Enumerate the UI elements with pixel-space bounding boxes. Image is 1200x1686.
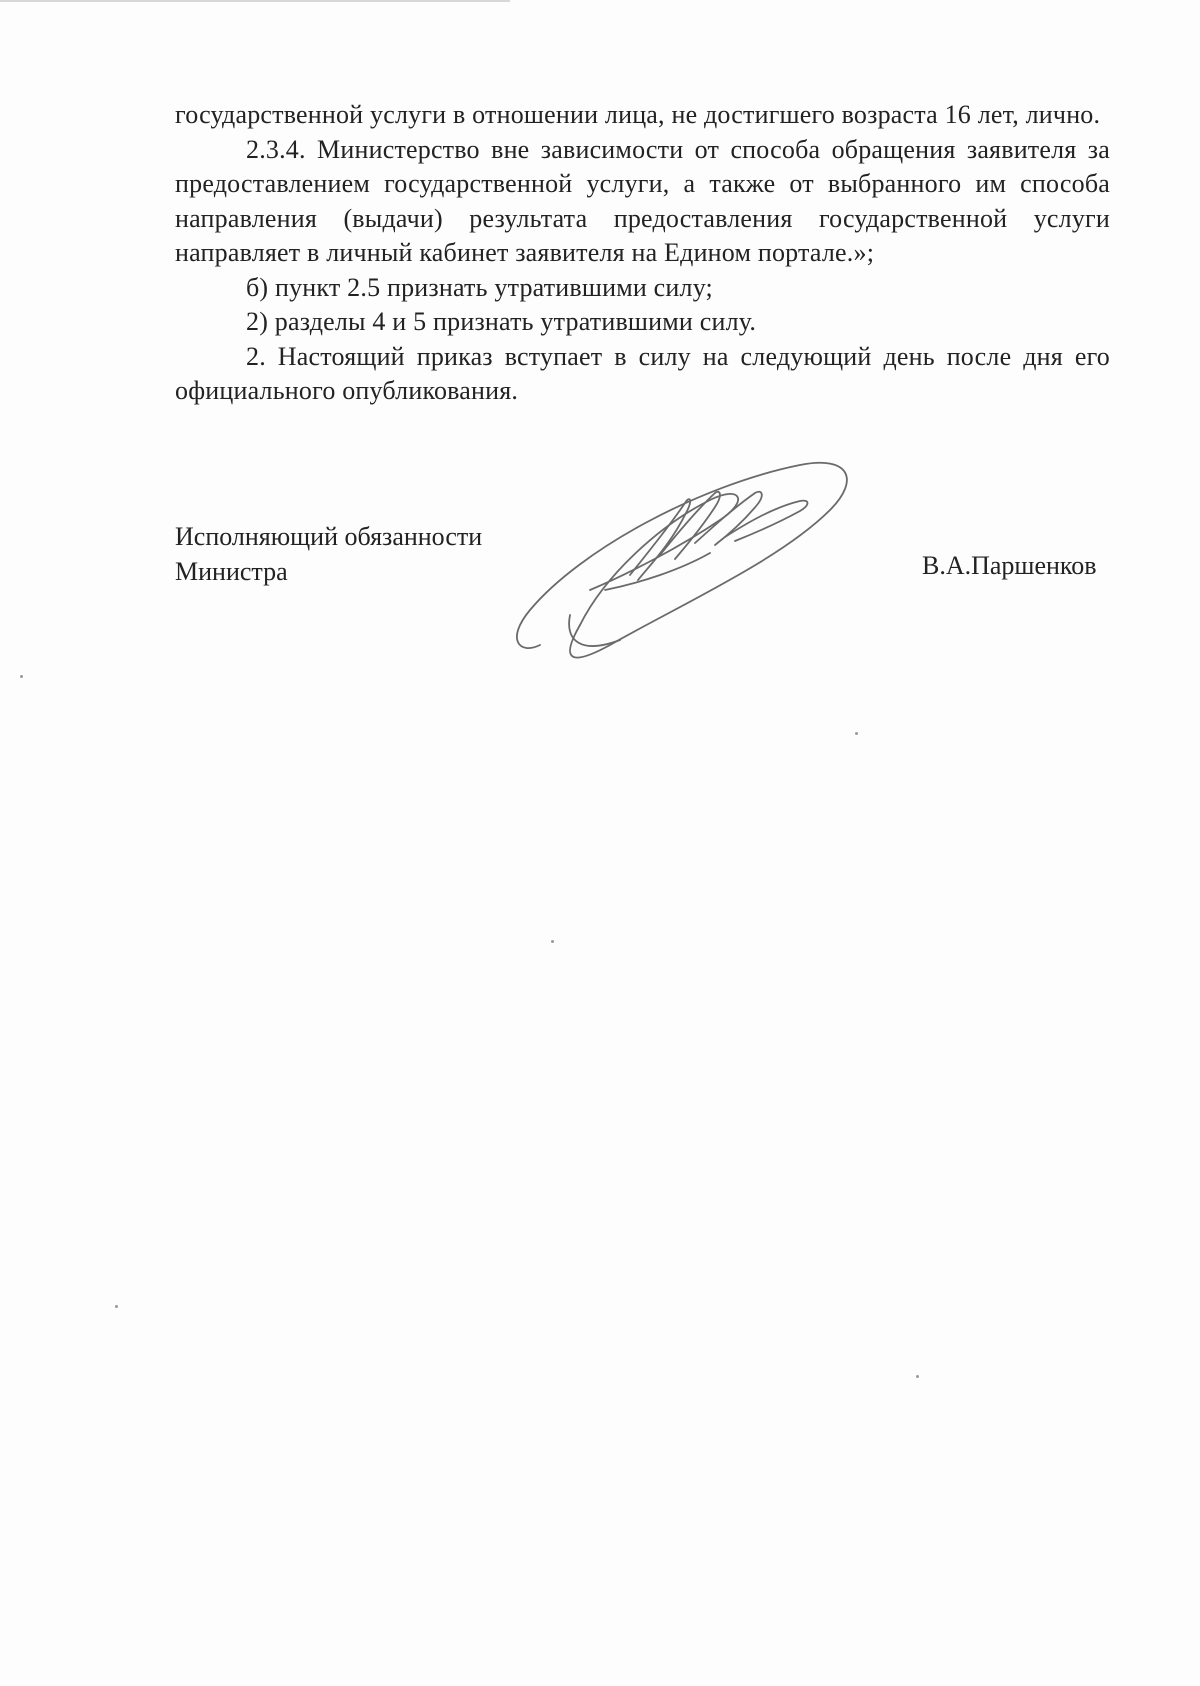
scan-speck (916, 1375, 919, 1378)
handwritten-signature (510, 455, 910, 685)
signer-position-line1: Исполняющий обязанности (175, 522, 483, 551)
paragraph-effective-date: 2. Настоящий приказ вступает в силу на следующий день после дня его официального опубликования. (175, 341, 1110, 405)
document-body (175, 98, 1110, 409)
paragraph-2-3-4: 2.3.4. Министерство вне зависимости от способа обращения заявителя за предоставлением государственной услуги, а также от выбранного им способа направления (выдачи) результата предоставления государственной услуги направляет в личный кабинет заявителя на Едином портале.»; (175, 134, 1110, 267)
scan-speck (855, 732, 858, 735)
scan-edge (0, 0, 510, 2)
paragraph-item-2: 2) разделы 4 и 5 признать утратившими силу. (246, 307, 757, 336)
scan-speck (551, 940, 554, 943)
scan-speck (115, 1305, 118, 1308)
scan-speck (20, 675, 23, 678)
paragraph-continuation: государственной услуги в отношении лица, не достигшего возраста 16 лет, лично. (175, 100, 1101, 129)
paragraph-item-b: б) пункт 2.5 признать утратившими силу; (246, 272, 713, 302)
signer-name: В.А.Паршенков (922, 551, 1097, 580)
signer-position (175, 520, 482, 589)
signer-position-line2: Министра (175, 556, 288, 586)
